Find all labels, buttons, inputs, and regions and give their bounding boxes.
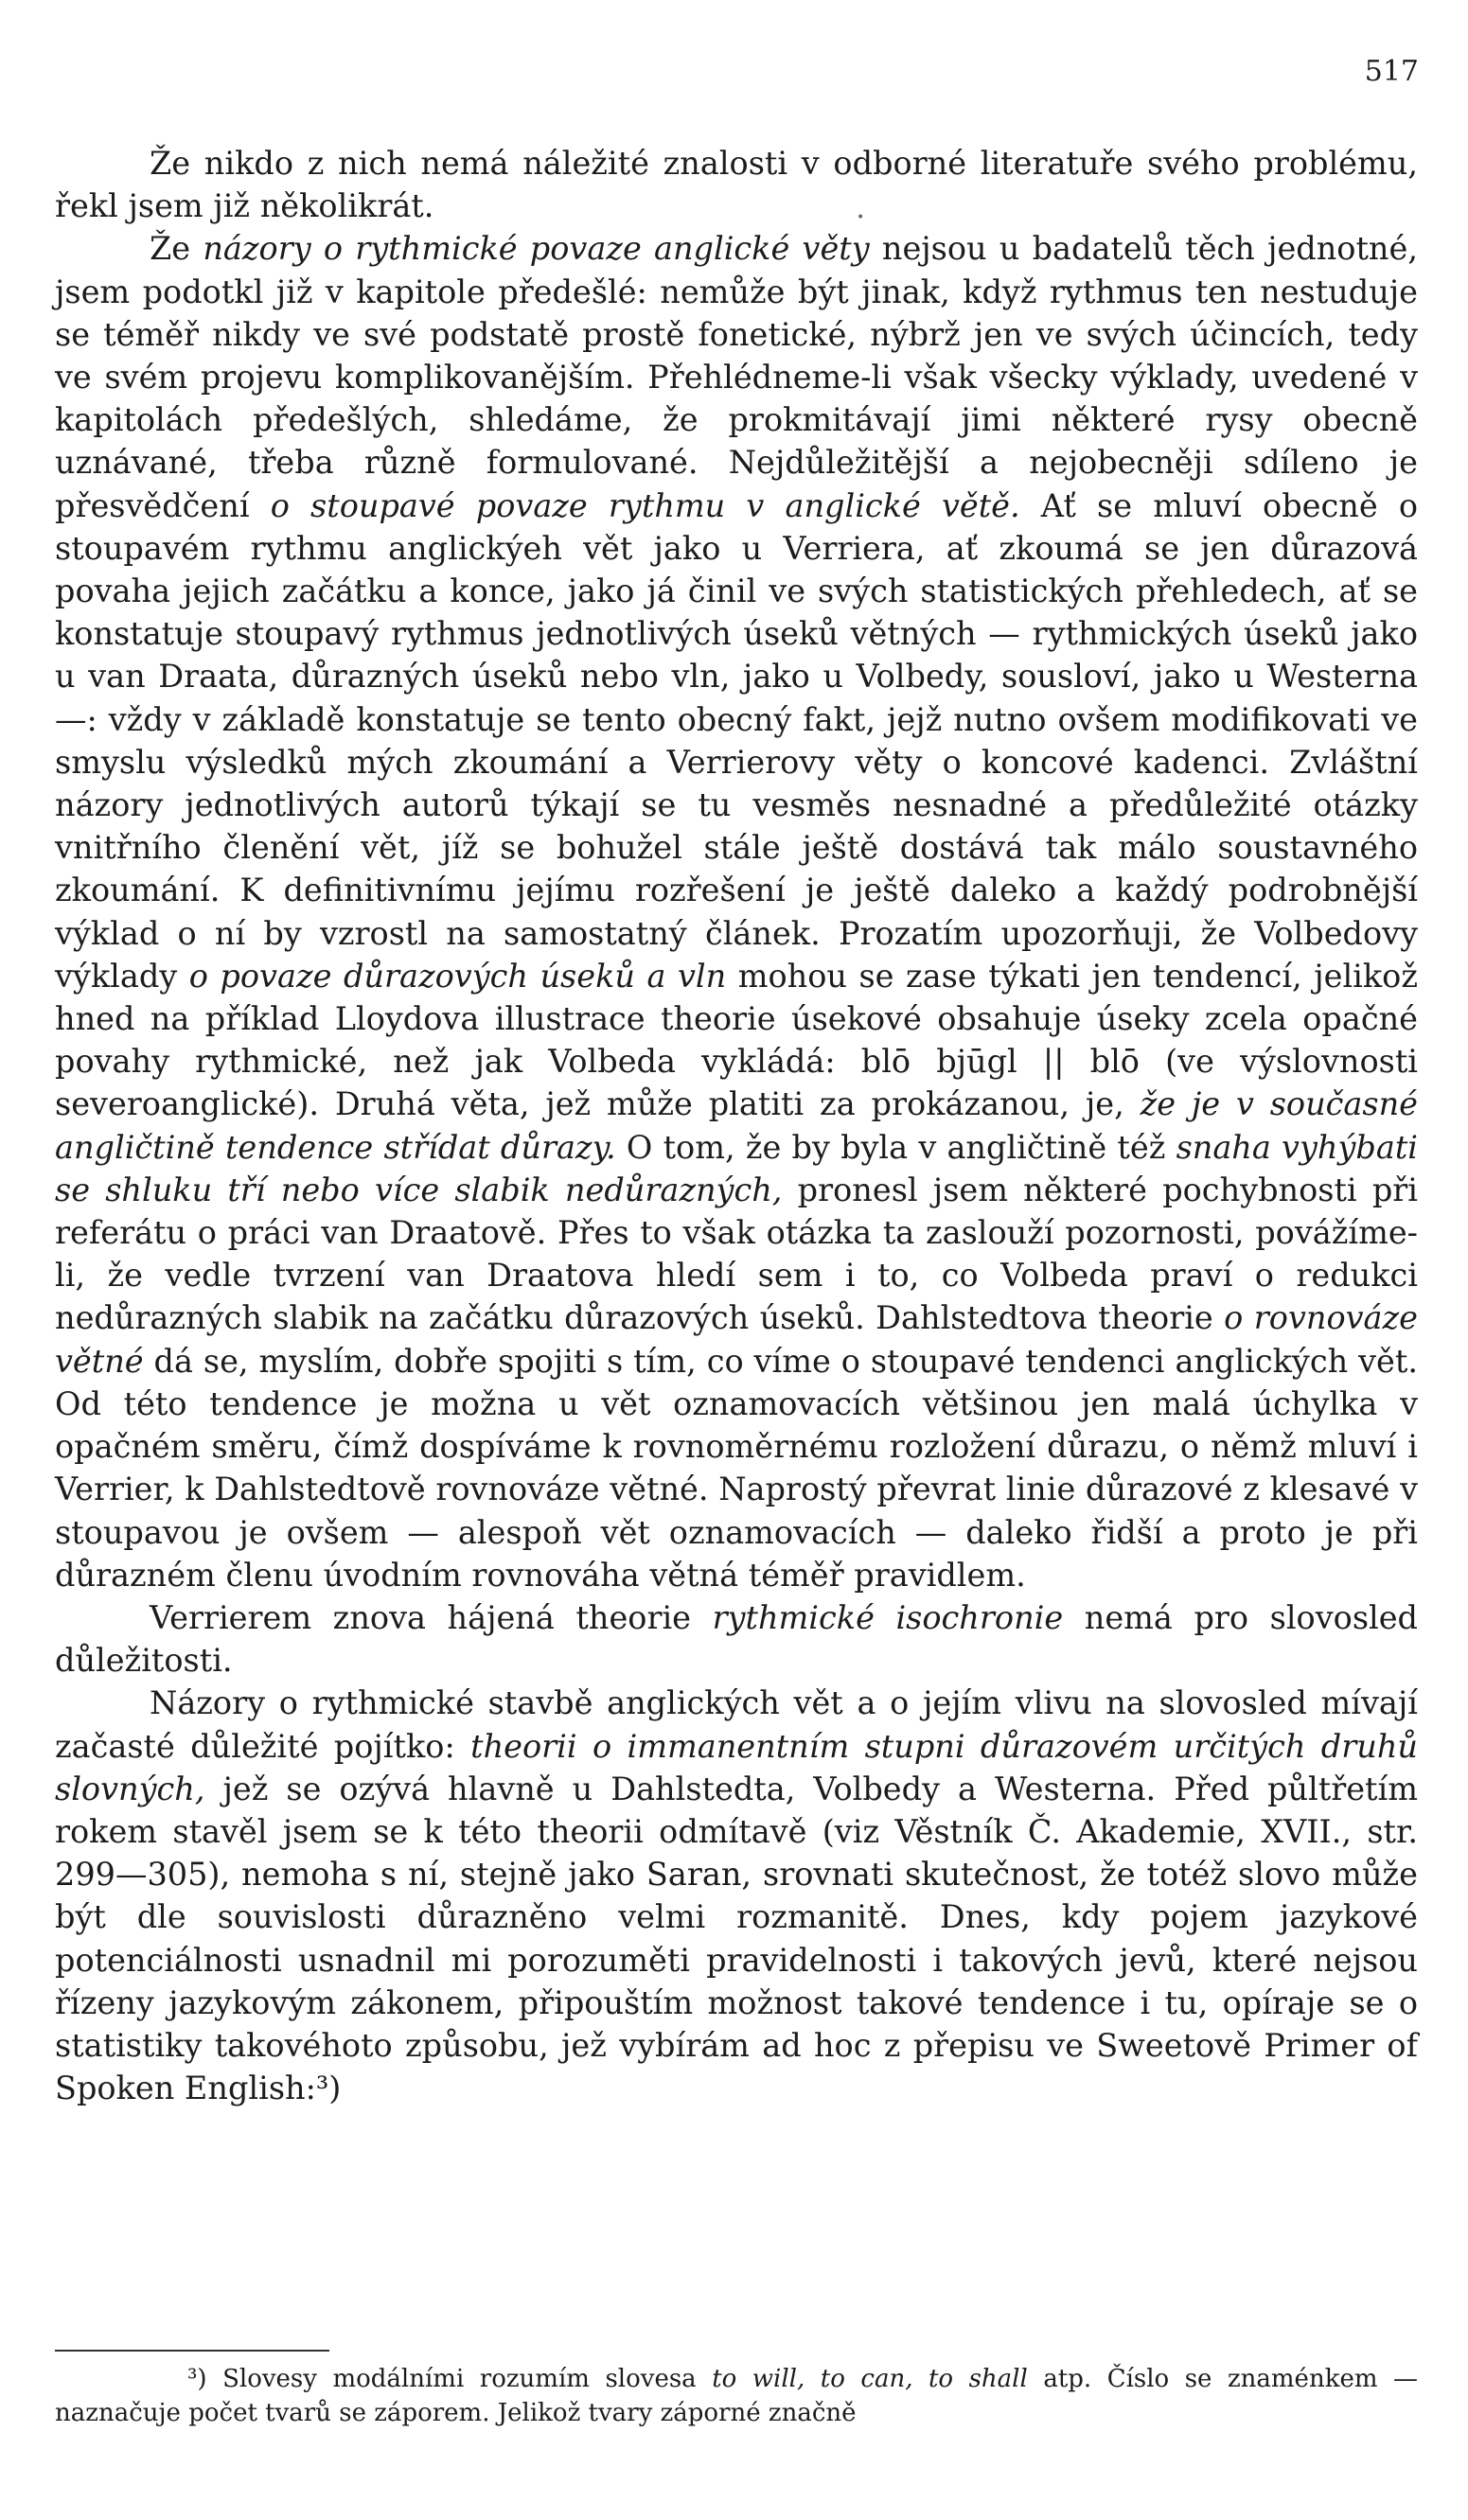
body-text bbox=[55, 142, 1418, 2109]
text-run: nejsou u badatelů těch jednotné, jsem podotkl již v kapitole předešlé: nemůže být jinak, když rythmus ten nestuduje se téměř nikdy ve své podstatě prostě fonetické, nýbrž jen ve svých účincích, tedy ve svém projevu komplikovanějším. Přehlédneme-li však všecky výklady, uvedené v kapitolách předešlých, shledáme, že prokmitávají jimi některé rysy obecně uznávané, třeba různě formulované. Nejdůležitější a nejobecněji sdíleno je přesvědčení bbox=[55, 230, 1418, 524]
paragraph bbox=[55, 1596, 1418, 1682]
text-run: mohou se zase týkati jen tendencí, jelikož hned na příklad Lloydova illustrace theorie úsekové obsahuje úseky zcela opačné povahy rythmické, než jak Volbeda vykládá: blō bjūgl || blō (ve výslovnosti severoanglické). Druhá věta, jež může platiti za prokázanou, je, bbox=[55, 957, 1418, 1123]
text-run: nemá pro slovosled důležitosti. bbox=[55, 1598, 1418, 1680]
stray-mark: • bbox=[857, 210, 865, 225]
text-run: Ať se mluví obecně o stoupavém rythmu anglickýeh vět jako u Verriera, ať zkoumá se jen důrazová povaha jejich začátku a konce, jako já činil ve svých statistických přehledech, ať se konstatuje stoupavý rythmus jednotlivých úseků větných — rythmických úseků jako u van Draata, důrazných úseků nebo vln, jako u Volbedy, sousloví, jako u Westerna —: vždy v základě konstatuje se tento obecný fakt, jejž nutno ovšem modifikovati ve smyslu výsledků mých zkoumání a Verrierovy věty o koncové kadenci. Zvláštní názory jednotlivých autorů týkají se tu vesměs nesnadné a předůležité otázky vnitřního členění vět, jíž se bohužel stále ještě dostává tak málo soustavného zkoumání. K definitivnímu jejímu rozřešení je ještě daleko a každý podrobnější výklad o ní by vzrostl na samostatný článek. Prozatím upozorňuji, že Volbedovy výklady bbox=[55, 486, 1418, 995]
footnote bbox=[55, 2362, 1418, 2430]
text-run: Verrierem znova hájená theorie bbox=[150, 1598, 713, 1636]
italic-text: to will, to can, to shall bbox=[712, 2365, 1028, 2393]
footnote-divider bbox=[55, 2350, 329, 2352]
text-run: jež se ozývá hlavně u Dahlstedta, Volbedy a Westerna. Před půltřetím rokem stavěl jsem se k této theorii odmítavě (viz Věstník Č. Akademie, XVII., str. 299—305), nemoha s ní, stejně jako Saran, srovnati skutečnost, že totéž slovo může být dle souvislosti důrazněno velmi rozmanitě. Dnes, kdy pojem jazykové potenciálnosti usnadnil mi porozuměti pravidelnosti i takových jevů, které nejsou řízeny jazykovým zákonem, připouštím možnost takové tendence i tu, opíraje se o statistiky takovéhoto způsobu, jež vybírám ad hoc z přepisu ve Sweetově Primer of Spoken English:³) bbox=[55, 1770, 1418, 2107]
text-run: pronesl jsem některé pochybnosti při referátu o práci van Draatově. Přes to však otázka ta zaslouží pozornosti, povážíme-li, že vedle tvrzení van Draatova hledí sem i to, co Volbeda praví o redukci nedůrazných slabik na začátku důrazových úseků. Dahlstedtova theorie bbox=[55, 1171, 1419, 1337]
italic-text: o povaze důrazových úseků a vln bbox=[188, 957, 727, 995]
italic-text: o rovnováze větné bbox=[55, 1299, 1418, 1380]
paragraph bbox=[55, 142, 1418, 227]
italic-text: theorii o immanentním stupni důrazovém určitých druhů slovných, bbox=[55, 1727, 1418, 1807]
text-run: O tom, že by byla v angličtině též bbox=[615, 1128, 1176, 1166]
page-number: 517 bbox=[1364, 55, 1419, 88]
text-run: Že nikdo z nich nemá náležité znalosti v odborné literatuře svého problému, řekl jsem již několikrát. bbox=[55, 145, 1418, 225]
text-run: dá se, myslím, dobře spojiti s tím, co víme o stoupavé tendenci anglických vět. Od této tendence je možna u vět oznamovacích většinou jen malá úchylka v opačném směru, čímž dospíváme k rovnoměrnému rozložení důrazu, o němž mluví i Verrier, k Dahlstedtově rovnováze větné. Naprostý převrat linie důrazové z klesavé v stoupavou je ovšem — alespoň vět oznamovacích — daleko řidší a proto je při důrazném členu úvodním rovnováha větná téměř pravidlem. bbox=[55, 1342, 1418, 1594]
footnote-text-run: ³) Slovesy modálními rozumím slovesa bbox=[187, 2365, 713, 2393]
italic-text: že je v současné angličtině tendence střídat důrazy. bbox=[55, 1085, 1418, 1166]
paragraph bbox=[55, 227, 1418, 1596]
italic-text: rythmické isochronie bbox=[712, 1598, 1064, 1636]
italic-text: názory o rythmické povaze anglické věty bbox=[203, 230, 870, 268]
italic-text: snaha vyhýbati se shluku tří nebo více slabik nedůrazných, bbox=[55, 1128, 1418, 1208]
text-run: Názory o rythmické stavbě anglických vět a o jejím vlivu na slovosled mívají začasté důležité pojítko: bbox=[55, 1684, 1418, 1765]
italic-text: o stoupavé povaze rythmu v anglické větě. bbox=[270, 486, 1020, 524]
text-run: Že bbox=[150, 230, 203, 268]
paragraph bbox=[55, 1682, 1418, 2109]
footnote-text-run: atp. Číslo se znaménkem — naznačuje počet tvarů se záporem. Jelikož tvary záporné značně bbox=[55, 2365, 1418, 2427]
